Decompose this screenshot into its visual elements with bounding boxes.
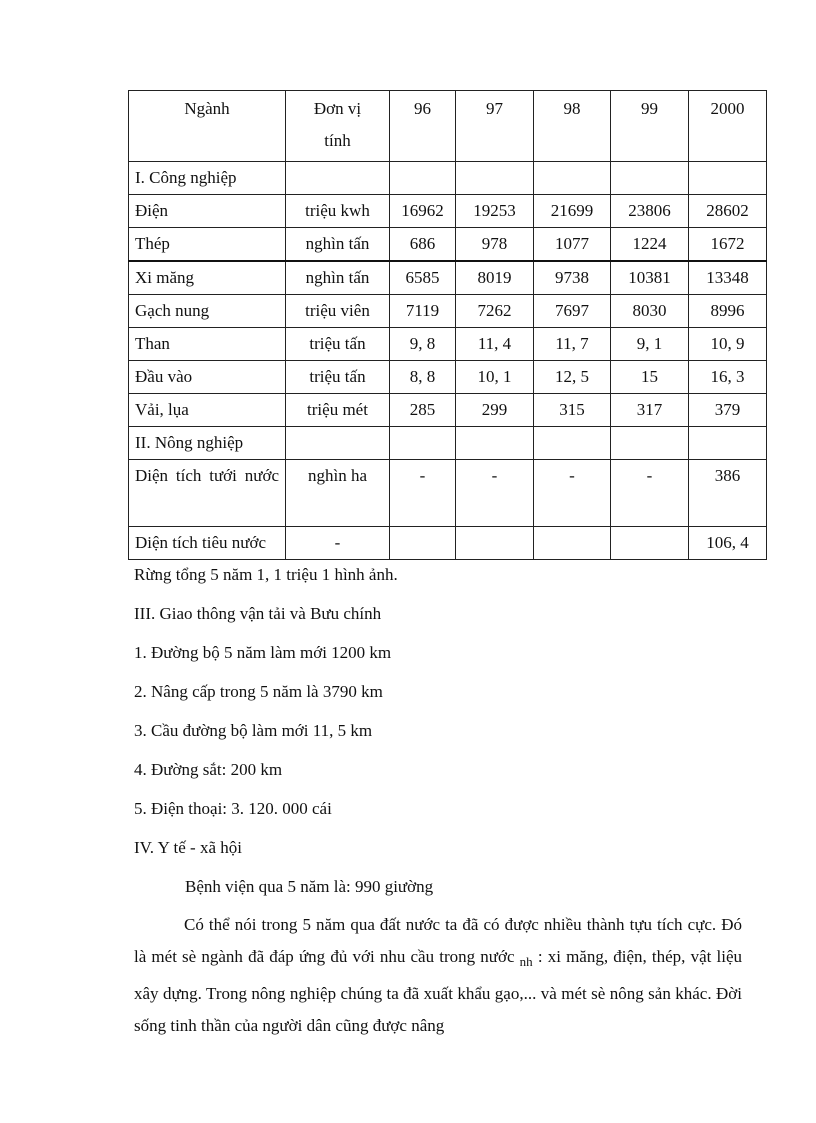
header-cell: 97 xyxy=(456,91,534,162)
row-value: 9738 xyxy=(534,261,611,295)
list-item: 2. Nâng cấp trong 5 năm là 3790 km xyxy=(134,682,383,701)
row-value: 19253 xyxy=(456,195,534,228)
row-value: 386 xyxy=(689,460,767,527)
row-value: 28602 xyxy=(689,195,767,228)
row-name: Gạch nung xyxy=(129,295,286,328)
row-value: 8, 8 xyxy=(390,361,456,394)
row-value: 11, 7 xyxy=(534,328,611,361)
row-unit: triệu tấn xyxy=(286,328,390,361)
section-heading-transport: III. Giao thông vận tải và Bưu chính xyxy=(134,604,382,623)
table-row xyxy=(129,460,767,527)
header-cell: 99 xyxy=(611,91,689,162)
row-unit: triệu tấn xyxy=(286,361,390,394)
row-value xyxy=(534,527,611,560)
row-value: 1077 xyxy=(534,228,611,262)
row-unit: triệu viên xyxy=(286,295,390,328)
row-value: 315 xyxy=(534,394,611,427)
row-name: Than xyxy=(129,328,286,361)
header-cell: 96 xyxy=(390,91,456,162)
row-name: Điện xyxy=(129,195,286,228)
row-value: 299 xyxy=(456,394,534,427)
section-row xyxy=(129,162,767,195)
row-value: 23806 xyxy=(611,195,689,228)
header-cell: 98 xyxy=(534,91,611,162)
table-row xyxy=(129,527,767,560)
row-value: 11, 4 xyxy=(456,328,534,361)
table-row xyxy=(129,195,767,228)
row-value: 10381 xyxy=(611,261,689,295)
row-value: 9, 1 xyxy=(611,328,689,361)
row-value: 8019 xyxy=(456,261,534,295)
list-item: 1. Đường bộ 5 năm làm mới 1200 km xyxy=(134,643,392,662)
row-value xyxy=(456,527,534,560)
table-row xyxy=(129,295,767,328)
row-value: 21699 xyxy=(534,195,611,228)
row-unit: - xyxy=(286,527,390,560)
row-value: 978 xyxy=(456,228,534,262)
statistics-table xyxy=(128,90,767,560)
row-value: 7697 xyxy=(534,295,611,328)
row-value: - xyxy=(456,460,534,527)
forest-note: Rừng tổng 5 năm 1, 1 triệu 1 hình ảnh. xyxy=(134,565,398,584)
row-value: 9, 8 xyxy=(390,328,456,361)
row-unit: triệu kwh xyxy=(286,195,390,228)
list-item: 5. Điện thoại: 3. 120. 000 cái xyxy=(134,799,332,818)
row-name: Vải, lụa xyxy=(129,394,286,427)
row-value: 16, 3 xyxy=(689,361,767,394)
row-value: - xyxy=(611,460,689,527)
header-cell: 2000 xyxy=(689,91,767,162)
row-unit: triệu mét xyxy=(286,394,390,427)
row-value: 15 xyxy=(611,361,689,394)
row-value: 6585 xyxy=(390,261,456,295)
row-value: 12, 5 xyxy=(534,361,611,394)
list-item: 3. Cầu đường bộ làm mới 11, 5 km xyxy=(134,721,373,740)
row-value: 10, 9 xyxy=(689,328,767,361)
row-name: Xi măng xyxy=(129,261,286,295)
table-row xyxy=(129,394,767,427)
row-value: 106, 4 xyxy=(689,527,767,560)
table-row xyxy=(129,328,767,361)
table-row xyxy=(129,261,767,295)
table-row xyxy=(129,361,767,394)
row-value: 10, 1 xyxy=(456,361,534,394)
row-value: - xyxy=(534,460,611,527)
row-name: Diện tích tưới nước xyxy=(129,460,286,527)
section-heading-health: IV. Y tế - xã hội xyxy=(134,838,242,857)
row-unit: nghìn tấn xyxy=(286,261,390,295)
table-header-row xyxy=(129,91,767,162)
row-value: 1224 xyxy=(611,228,689,262)
row-value: 317 xyxy=(611,394,689,427)
header-cell: Ngành xyxy=(129,91,286,162)
row-value xyxy=(611,527,689,560)
row-value: 379 xyxy=(689,394,767,427)
row-name: Diện tích tiêu nước xyxy=(129,527,286,560)
row-value: 13348 xyxy=(689,261,767,295)
section-title: I. Công nghiệp xyxy=(129,162,286,195)
row-unit: nghìn tấn xyxy=(286,228,390,262)
row-name: Thép xyxy=(129,228,286,262)
row-value: - xyxy=(390,460,456,527)
row-value: 8996 xyxy=(689,295,767,328)
row-unit: nghìn ha xyxy=(286,460,390,527)
paragraph-text: : xi măng, điện, thép, vật liệu xây dựng. Trong nông nghiệp chúng ta đã xuất khẩu gạo,... và mét sè nông sản khác. Đời sống tinh thần của người dân cũng được nâng xyxy=(134,947,742,1035)
row-name: Đầu vào xyxy=(129,361,286,394)
header-cell: Đơn vị tính xyxy=(286,91,390,162)
paragraph-subscript: nh xyxy=(519,954,533,969)
row-value xyxy=(390,527,456,560)
row-value: 1672 xyxy=(689,228,767,262)
paragraph-text: Có thể nói trong 5 năm qua đất nước ta đã có được nhiều thành tựu tích cực. Đó là mét sè ngành đã đáp ứng đủ với nhu cầu trong nước xyxy=(134,915,742,966)
row-value: 285 xyxy=(390,394,456,427)
body-paragraph xyxy=(134,909,742,1042)
row-value: 7119 xyxy=(390,295,456,328)
row-value: 16962 xyxy=(390,195,456,228)
row-value: 7262 xyxy=(456,295,534,328)
hospital-line: Bệnh viện qua 5 năm là: 990 giường xyxy=(185,877,434,896)
section-row xyxy=(129,427,767,460)
row-value: 8030 xyxy=(611,295,689,328)
list-item: 4. Đường sắt: 200 km xyxy=(134,760,283,779)
row-value: 686 xyxy=(390,228,456,262)
section-title: II. Nông nghiệp xyxy=(129,427,286,460)
table-row xyxy=(129,228,767,262)
